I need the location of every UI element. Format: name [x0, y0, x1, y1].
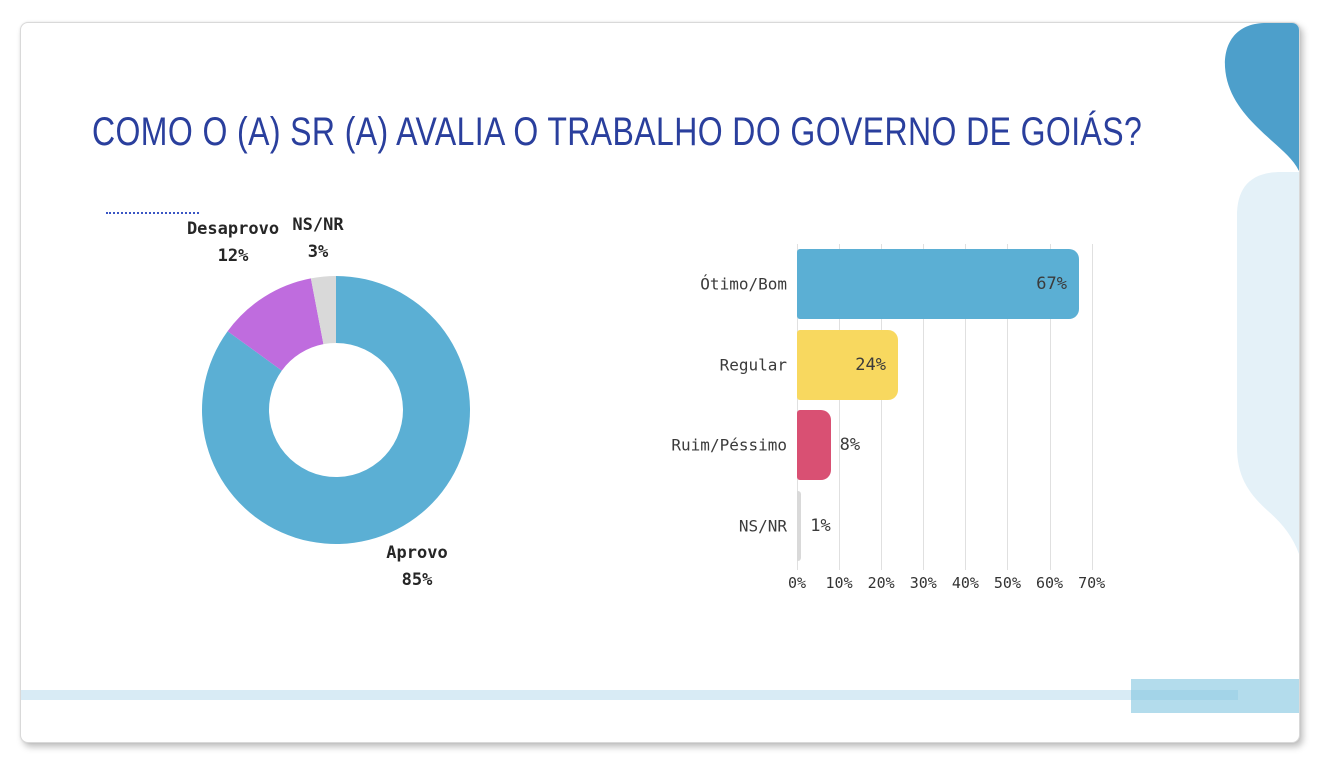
corner-blob-shape: [1225, 23, 1299, 171]
donut-label-text: NS/NR: [292, 215, 344, 235]
category-label: Regular: [719, 355, 787, 374]
bar-row: [671, 410, 1103, 480]
bar: [797, 491, 801, 561]
bar-value-label: 24%: [855, 354, 887, 375]
donut-label-text: Aprovo: [386, 543, 448, 563]
bar: [797, 330, 898, 400]
donut-label-nsnr: [268, 212, 368, 266]
presentation-slide: [20, 22, 1300, 743]
bar: [797, 249, 1079, 319]
slide-title: COMO O (A) SR (A) AVALIA O TRABALHO DO GOVERNO DE GOIÁS?: [92, 109, 1143, 154]
bar-chart: [671, 244, 1106, 592]
dotted-divider: [106, 212, 199, 214]
x-axis-tick-label: 10%: [825, 574, 853, 592]
donut-label-value: 3%: [307, 242, 329, 262]
bar-value-label: 1%: [810, 515, 831, 536]
x-axis-tick-label: 60%: [1035, 574, 1064, 592]
x-axis-tick-label: 50%: [993, 574, 1021, 592]
bar-value-label: 67%: [1036, 274, 1067, 294]
donut-label-text: Desaprovo: [186, 219, 280, 239]
donut-chart: [200, 274, 472, 546]
bottom-accent-rect: [1131, 679, 1299, 713]
bar-row: [719, 330, 1103, 400]
x-axis-tick-label: 70%: [1078, 574, 1106, 592]
side-panel-shape: [1237, 172, 1299, 554]
donut-label-aprovo: [357, 540, 477, 594]
category-label: Ruim/Péssimo: [671, 435, 787, 455]
category-label: NS/NR: [738, 516, 787, 535]
x-axis-tick-label: 0%: [787, 574, 807, 592]
donut-label-value: 12%: [217, 246, 249, 266]
x-axis-tick-label: 40%: [951, 574, 979, 592]
bar-row: [738, 491, 1103, 561]
x-axis-tick-label: 30%: [909, 574, 937, 592]
donut-label-value: 85%: [401, 570, 433, 590]
bar-value-label: 8%: [839, 435, 861, 455]
bottom-strip: [21, 690, 1238, 700]
category-label: Ótimo/Bom: [700, 274, 787, 294]
bar: [797, 410, 831, 480]
bar-row: [700, 249, 1103, 319]
x-axis-tick-label: 20%: [867, 574, 895, 592]
